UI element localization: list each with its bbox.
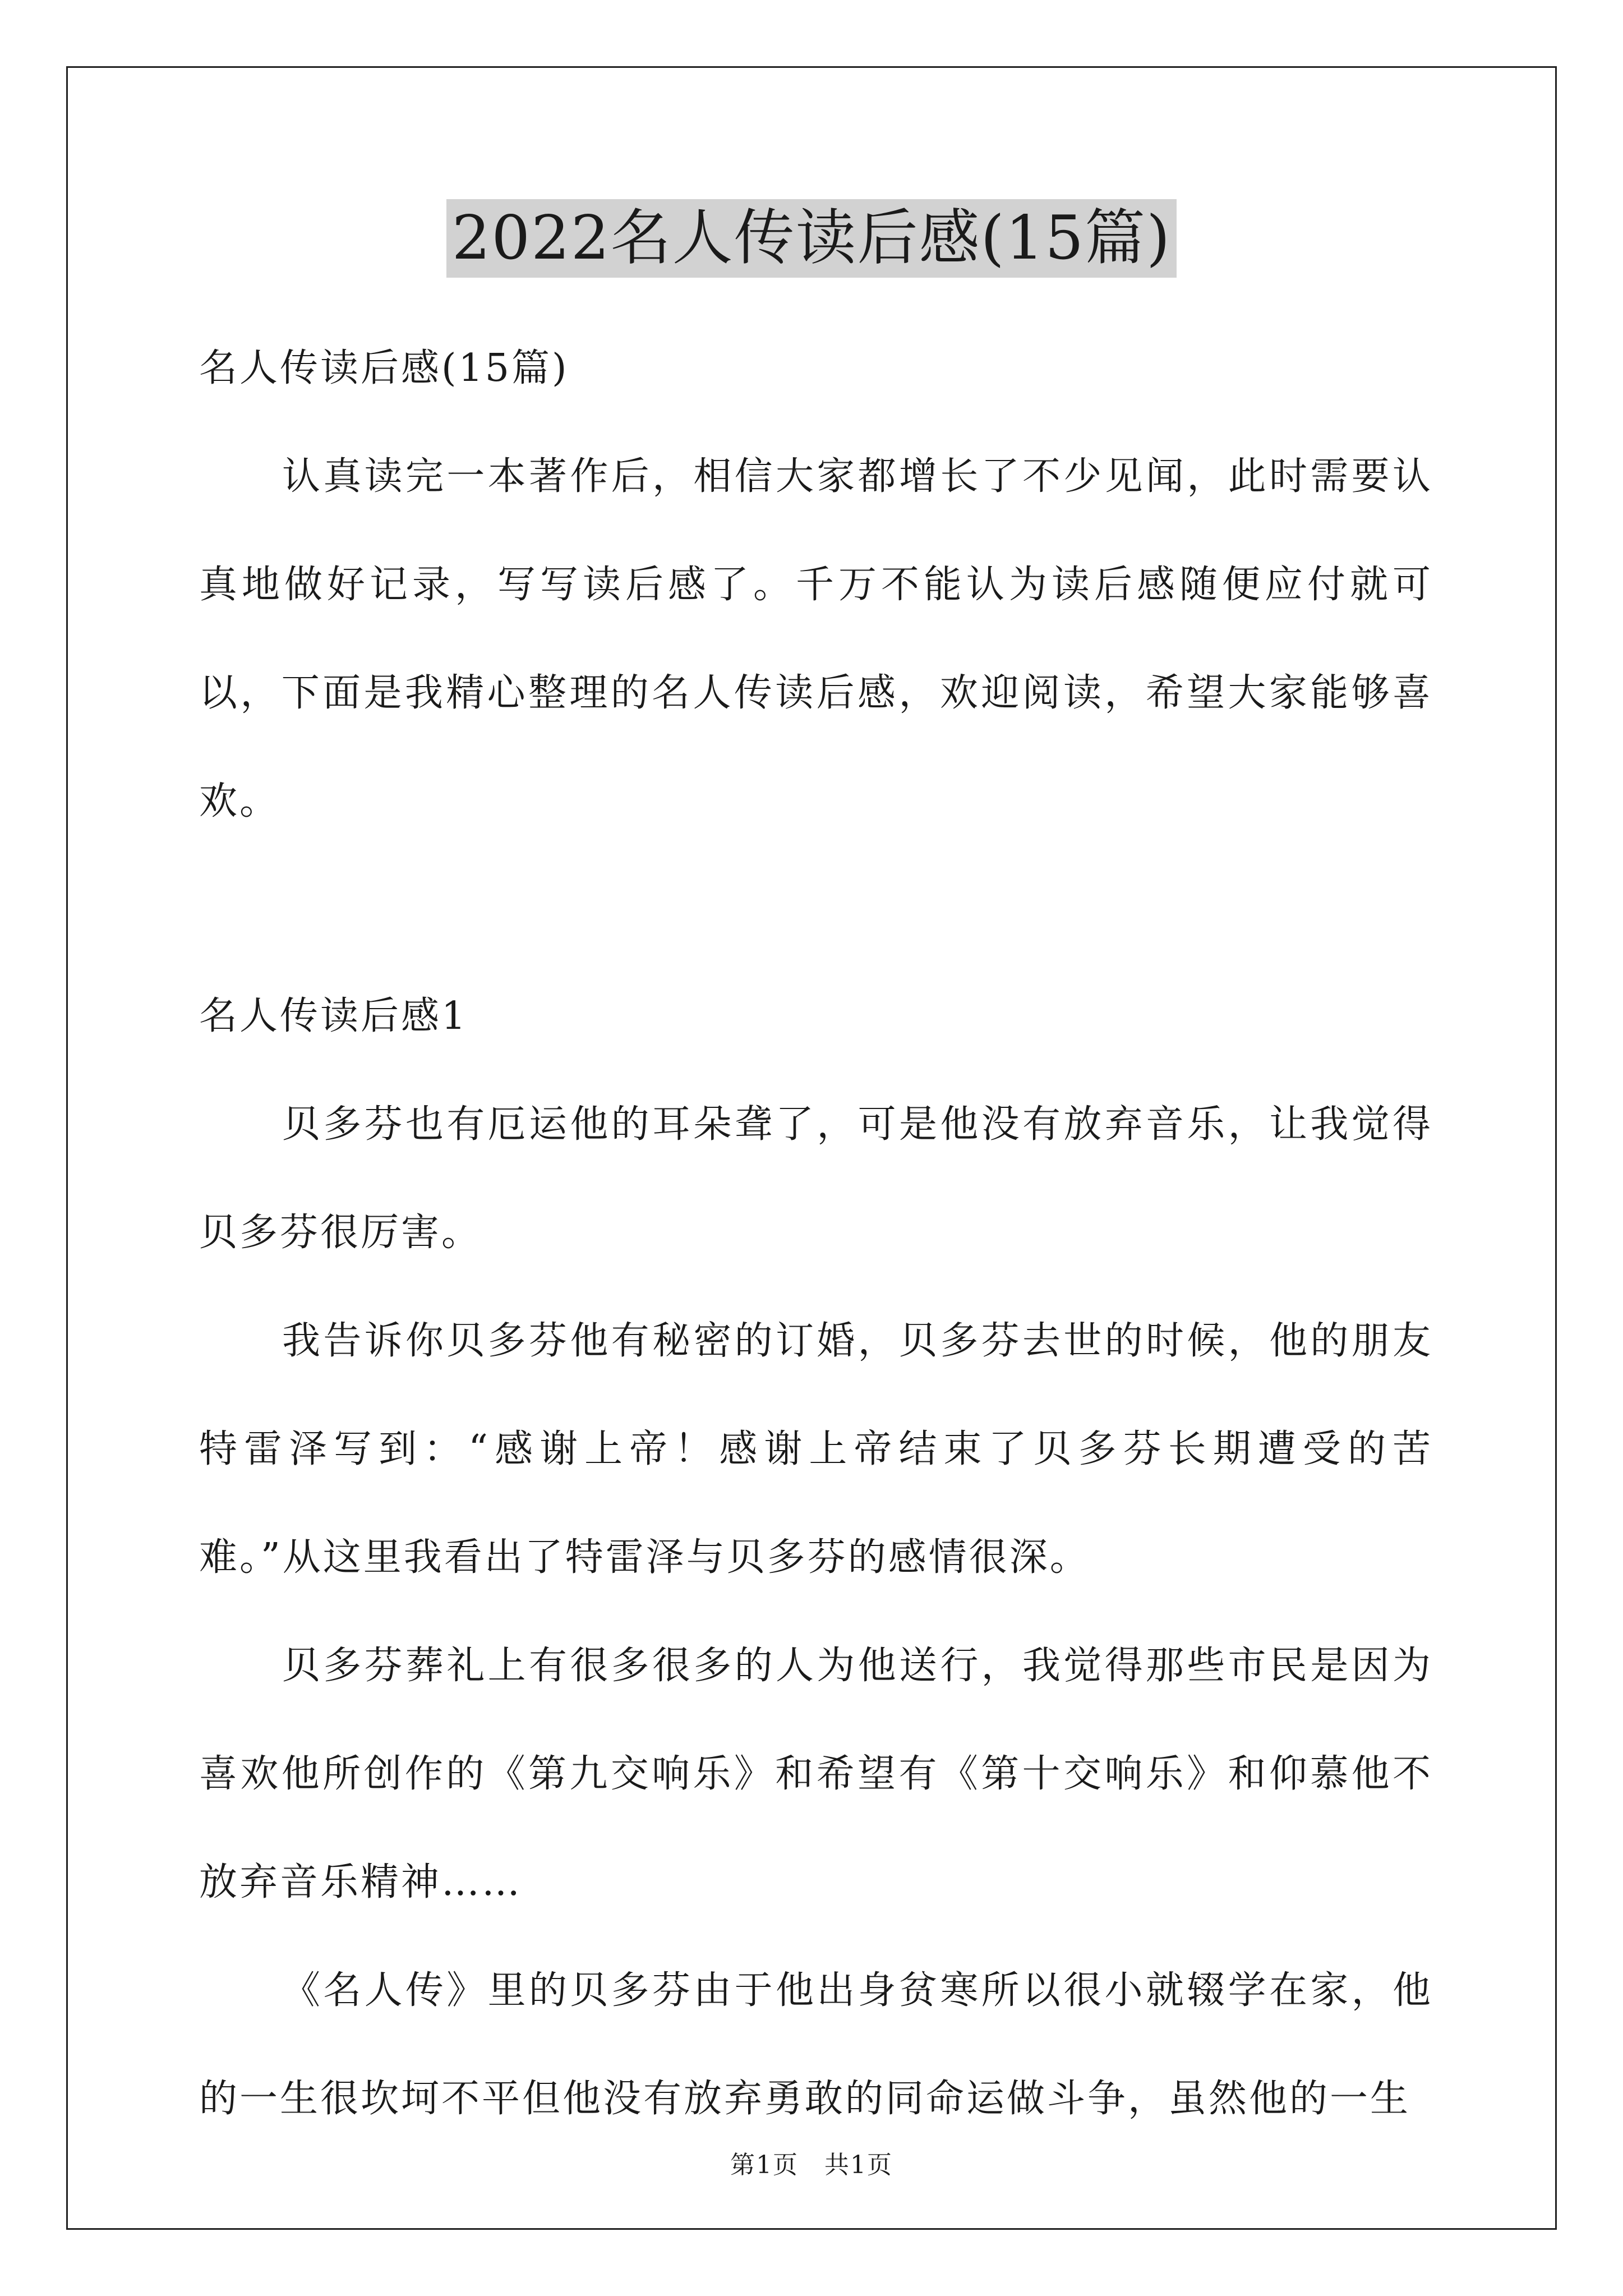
section-heading: 名人传读后感1	[199, 994, 468, 1038]
subtitle: 名人传读后感(15篇)	[199, 346, 569, 390]
document-body	[199, 314, 1433, 2153]
paragraph: 贝多芬葬礼上有很多很多的人为他送行，我觉得那些市民是因为喜欢他所创作的《第九交响乐》和希望有《第十交响乐》和仰慕他不放弃音乐精神……	[199, 1644, 1433, 1904]
paragraph: 我告诉你贝多芬他有秘密的订婚，贝多芬去世的时候，他的朋友特雷泽写到：“感谢上帝！感谢上帝结束了贝多芬长期遭受的苦难。”从这里我看出了特雷泽与贝多芬的感情很深。	[199, 1319, 1433, 1580]
section-spacer	[199, 855, 1433, 962]
paragraph: 贝多芬也有厄运他的耳朵聋了，可是他没有放弃音乐，让我觉得贝多芬很厉害。	[199, 1102, 1433, 1255]
title-container	[0, 199, 1623, 278]
intro-paragraph: 认真读完一本著作后，相信大家都增长了不少见闻，此时需要认真地做好记录，写写读后感了。千万不能认为读后感随便应付就可以，下面是我精心整理的名人传读后感，欢迎阅读，希望大家能够喜欢。	[199, 454, 1433, 823]
page-footer: 第1页 共1页	[730, 2151, 893, 2179]
paragraph: 《名人传》里的贝多芬由于他出身贫寒所以很小就辍学在家，他的一生很坎坷不平但他没有放弃勇敢的同命运做斗争，虽然他的一生	[199, 1968, 1433, 2121]
document-title: 2022名人传读后感(15篇)	[446, 199, 1177, 278]
